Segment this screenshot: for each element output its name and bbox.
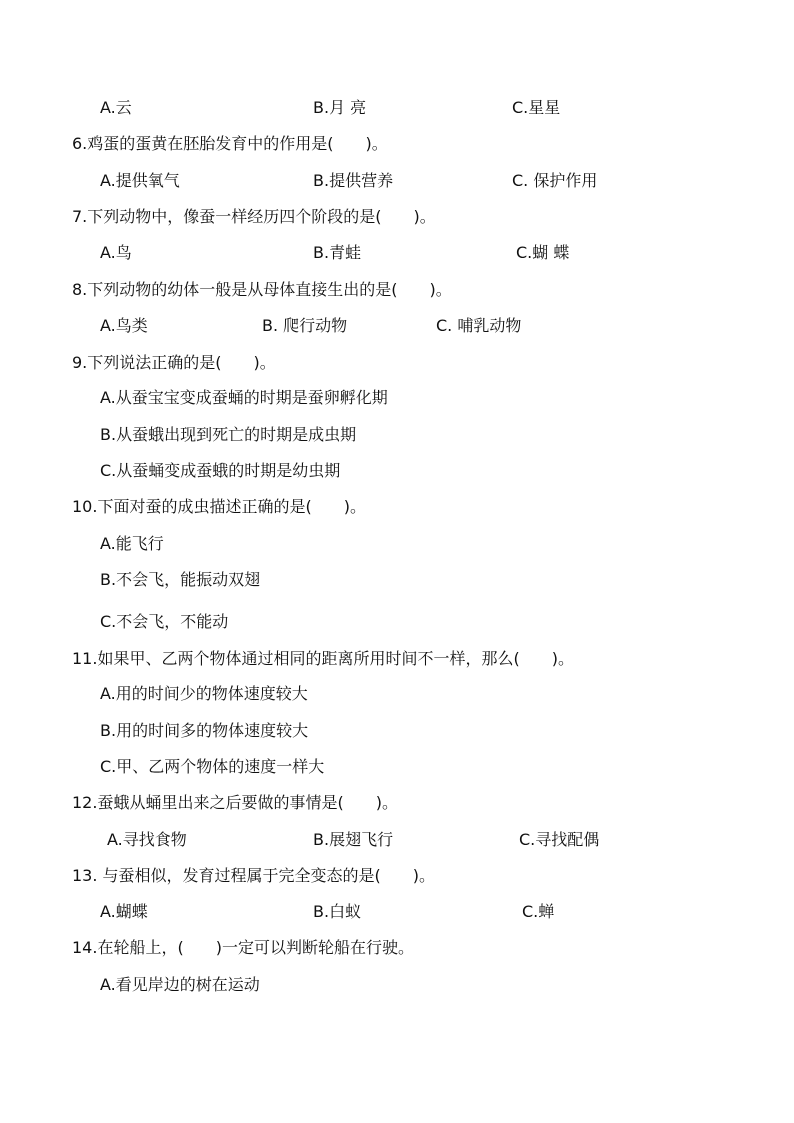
q12-option-a: A.寻找食物: [107, 830, 187, 849]
q11-option-b: B.用的时间多的物体速度较大: [100, 721, 309, 740]
q9-option-c: C.从蚕蛹变成蚕蛾的时期是幼虫期: [100, 461, 341, 480]
q13-option-b: B.白蚁: [313, 902, 362, 921]
q5-option-c: C.星星: [512, 98, 561, 117]
q8-option-a: A.鸟类: [100, 316, 148, 335]
q7-option-a: A.鸟: [100, 243, 132, 262]
q10-option-b: B.不会飞，能振动双翅: [100, 570, 261, 589]
q13-stem: [72, 865, 435, 887]
q12-option-c: C.寻找配偶: [519, 830, 600, 849]
q9-text: 下列说法正确的是( )。: [87, 353, 276, 372]
q10-option-a: A.能飞行: [100, 534, 164, 553]
q7-stem: [72, 206, 436, 228]
q9-stem: [72, 352, 276, 374]
q13-option-a: A.蝴蝶: [100, 902, 148, 921]
q12-text: 蚕蛾从蛹里出来之后要做的事情是( )。: [97, 793, 398, 812]
q10-option-c: C.不会飞，不能动: [100, 612, 229, 631]
q7-text: 下列动物中，像蚕一样经历四个阶段的是( )。: [87, 207, 436, 226]
q7-option-c: C.蝴 蝶: [516, 243, 570, 262]
q6-text: 鸡蛋的蛋黄在胚胎发育中的作用是( )。: [87, 134, 388, 153]
q6-option-c: C. 保护作用: [512, 171, 598, 190]
q8-stem: [72, 279, 452, 301]
q14-stem: [72, 937, 414, 959]
q7-number: 7.: [72, 207, 88, 226]
q11-text: 如果甲、乙两个物体通过相同的距离所用时间不一样，那么( )。: [97, 649, 574, 668]
q6-number: 6.: [72, 134, 88, 153]
q10-text: 下面对蚕的成虫描述正确的是( )。: [97, 497, 366, 516]
q6-stem: [72, 133, 388, 155]
q6-option-a: A.提供氧气: [100, 171, 180, 190]
q13-option-c: C.蝉: [522, 902, 555, 921]
q5-option-b: B.月 亮: [313, 98, 367, 117]
q14-text: 在轮船上，( )一定可以判断轮船在行驶。: [97, 938, 414, 957]
q8-text: 下列动物的幼体一般是从母体直接生出的是( )。: [87, 280, 452, 299]
q14-option-a: A.看见岸边的树在运动: [100, 975, 260, 994]
q9-option-a: A.从蚕宝宝变成蚕蛹的时期是蚕卵孵化期: [100, 388, 388, 407]
q12-number: 12.: [72, 793, 98, 812]
q7-option-b: B.青蛙: [313, 243, 362, 262]
q12-option-b: B.展翅飞行: [313, 830, 394, 849]
q8-number: 8.: [72, 280, 88, 299]
q11-number: 11.: [72, 649, 98, 668]
q14-number: 14.: [72, 938, 98, 957]
q10-stem: [72, 496, 366, 518]
q8-option-b: B. 爬行动物: [262, 316, 348, 335]
q11-stem: [72, 648, 574, 670]
q11-option-c: C.甲、乙两个物体的速度一样大: [100, 757, 325, 776]
q9-number: 9.: [72, 353, 88, 372]
q5-option-a: A.云: [100, 98, 132, 117]
q11-option-a: A.用的时间少的物体速度较大: [100, 684, 308, 703]
q12-stem: [72, 792, 398, 814]
q10-number: 10.: [72, 497, 98, 516]
q13-text: 与蚕相似，发育过程属于完全变态的是( )。: [97, 866, 436, 885]
q9-option-b: B.从蚕蛾出现到死亡的时期是成虫期: [100, 425, 357, 444]
q6-option-b: B.提供营养: [313, 171, 394, 190]
q13-number: 13.: [72, 866, 98, 885]
q8-option-c: C. 哺乳动物: [436, 316, 522, 335]
